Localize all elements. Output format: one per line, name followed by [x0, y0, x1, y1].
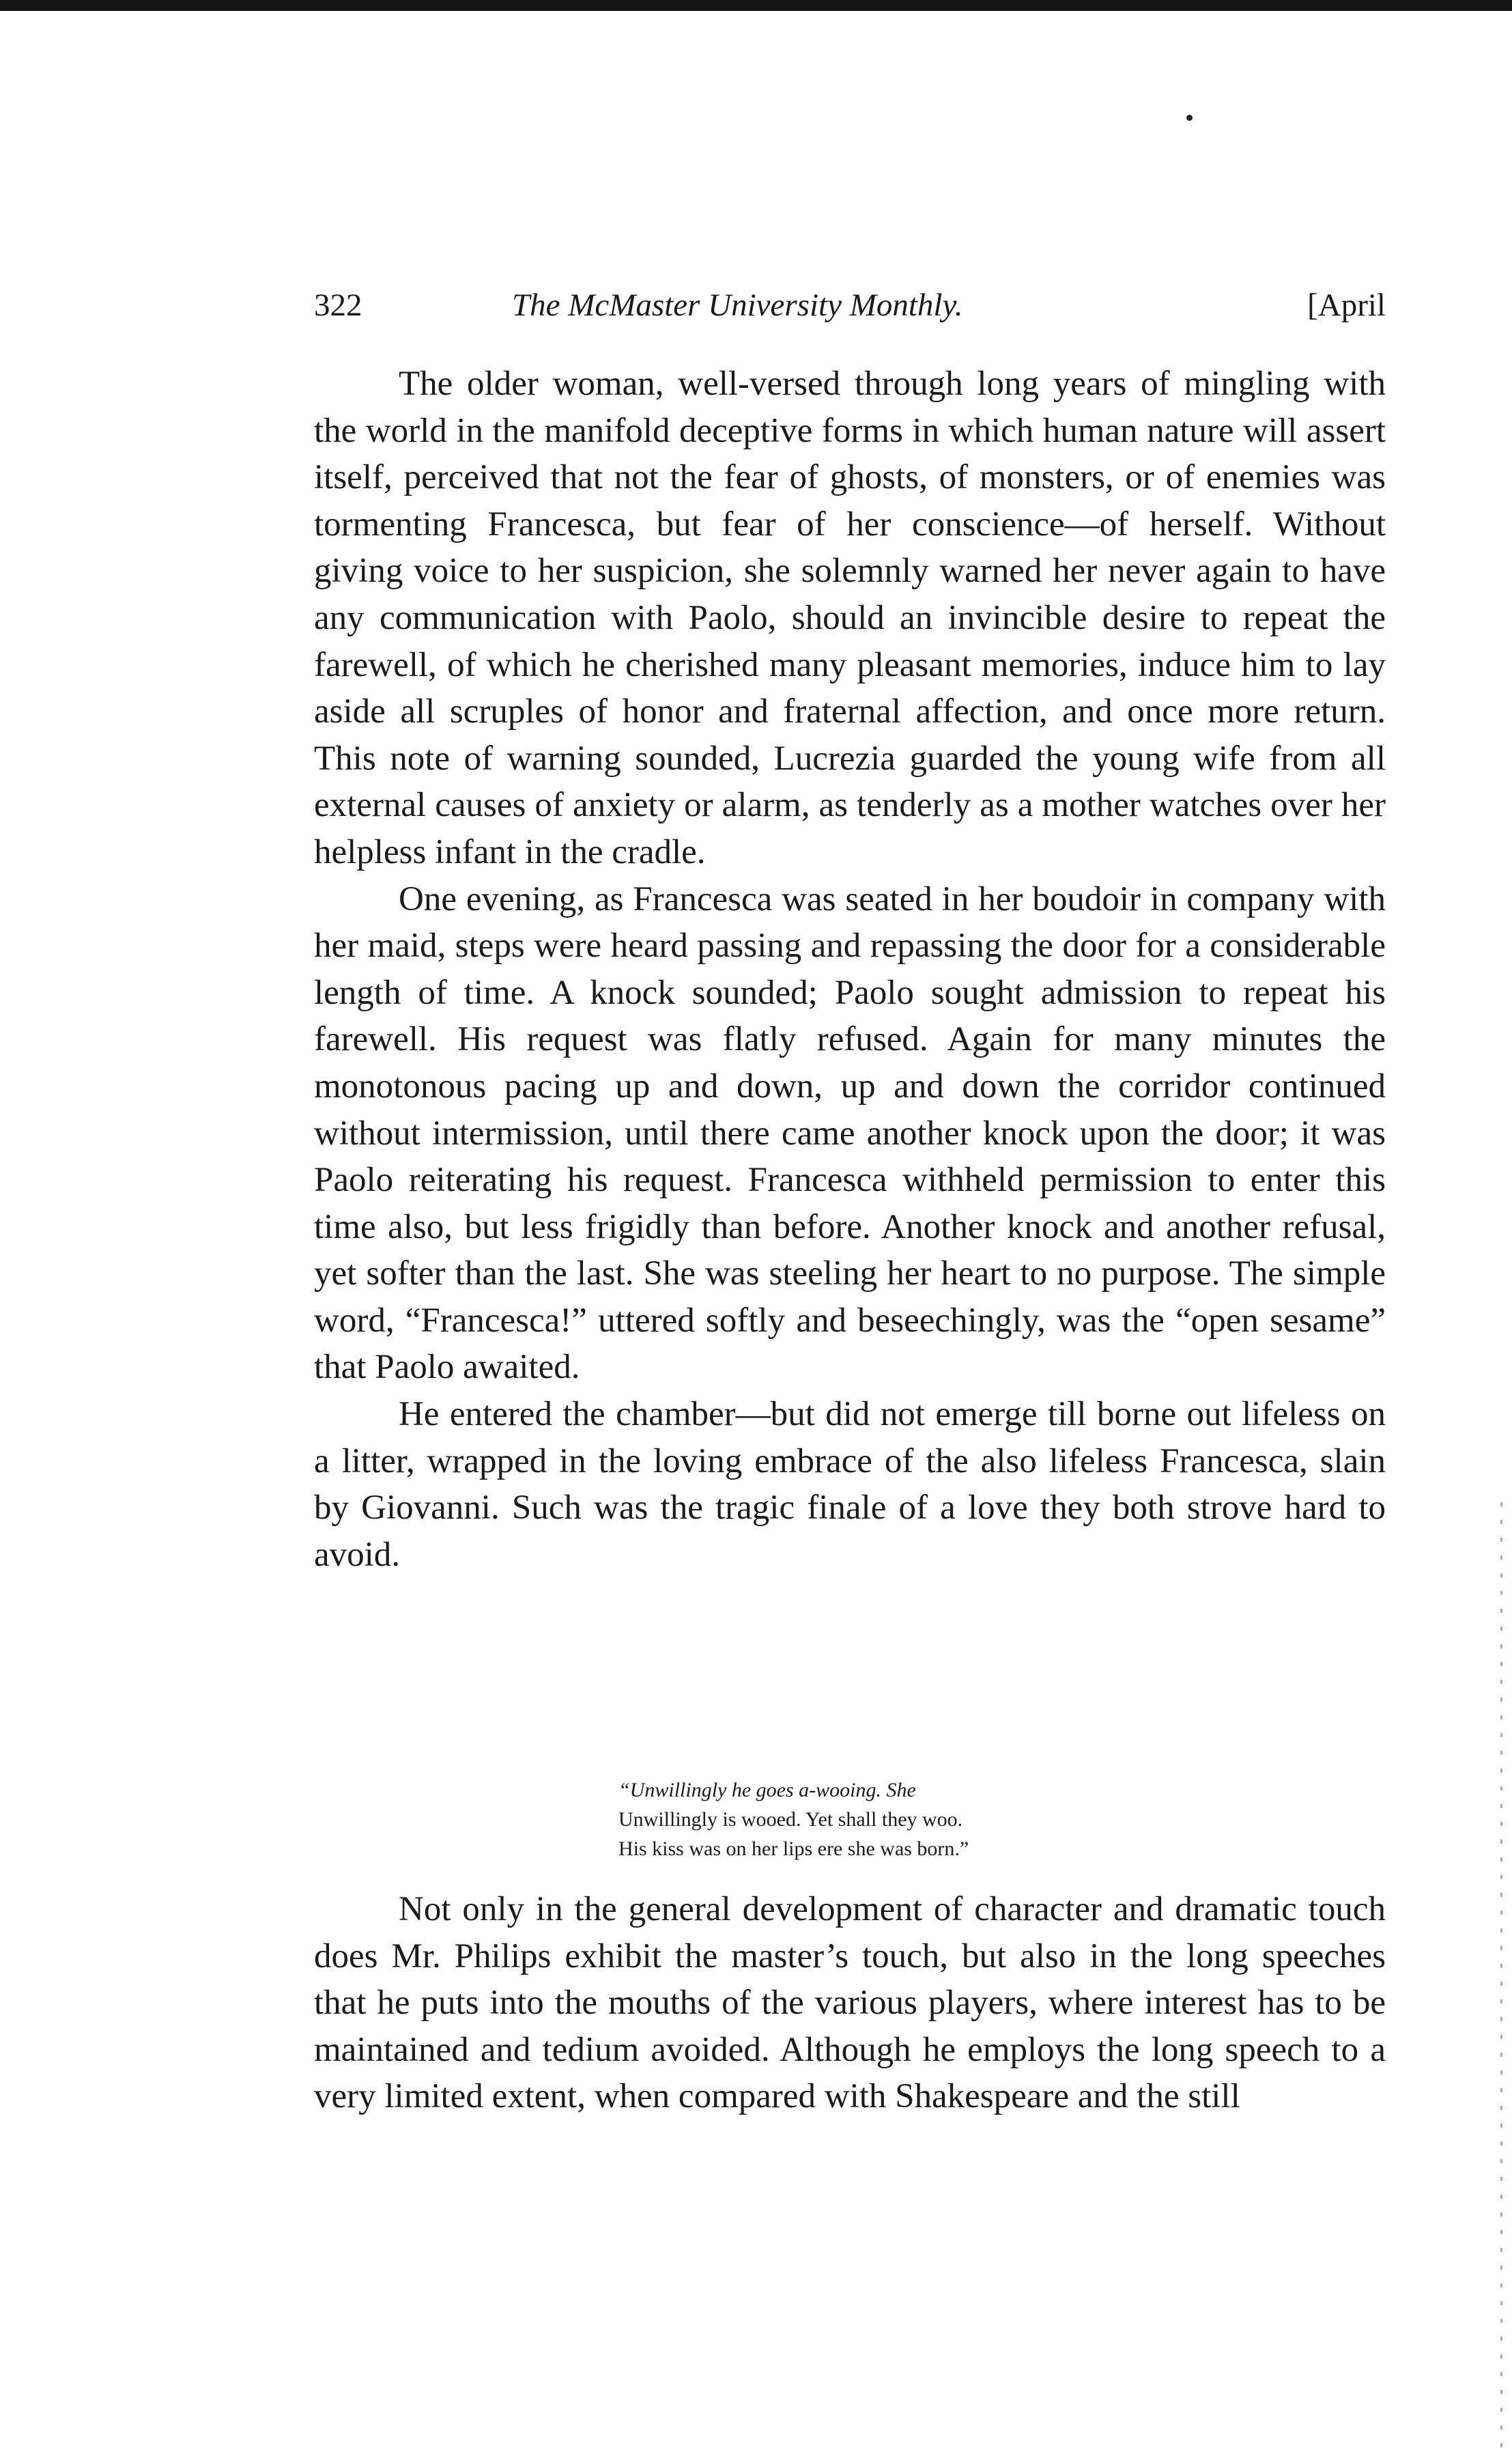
paragraph-tragic-finale: He entered the chamber—but did not emerge till borne out lifeless on a litter, wrapped in the loving embrace of the also lifeless Francesca, slain by Giovanni. Such was the tragic finale of a love they both strove hard to avoid. [314, 1395, 1386, 1574]
paragraph-lucrezia-warning: The older woman, well-versed through long years of mingling with the world in the manifold deceptive forms in which human nature will assert itself, perceived that not the fear of ghosts, of monsters, or of enemies was tormenting Francesca, but fear of her conscience—of herself. Without giving voice to her suspicion, she solemnly warned her never again to have any communication with Paolo, should an invincible desire to repeat the farewell, of which he cherished many pleasant memories, induce him to lay aside all scruples of honor and fraternal affection, and once more return. This note of warning sounded, Lucrezia guarded the young wife from all external causes of anxiety or alarm, as tenderly as a mother watches over her helpless infant in the cradle. [314, 365, 1386, 871]
running-title: The McMaster University Monthly. [512, 287, 963, 323]
running-header [314, 287, 1386, 335]
verse-line: Unwillingly is wooed. Yet shall they woo. [618, 1808, 963, 1831]
ink-speck [1186, 115, 1193, 121]
page-edge-noise [1500, 1502, 1502, 2450]
top-border-rule [0, 0, 1512, 11]
verse-quotation [618, 1775, 1233, 1863]
verse-line: “Unwillingly he goes a-wooing. She [618, 1779, 916, 1801]
paragraph-evening-visit: One evening, as Francesca was seated in her boudoir in company with her maid, steps were heard passing and repassing the door for a considerable length of time. A knock sounded; Paolo sought admission to repeat his farewell. His request was flatly refused. Again for many minutes the monotonous pacing up and down, up and down the corridor continued without intermission, until there came another knock upon the door; it was Paolo reiterating his request. Francesca withheld permission to enter this time also, but less frigidly than before. Another knock and another refusal, yet softer than the last. She was steeling her heart to no purpose. The simple word, “Francesca!” uttered softly and beseechingly, was the “open sesame” that Paolo awaited. [314, 879, 1386, 1387]
page-number: 322 [314, 287, 362, 323]
issue-month: [April [1307, 287, 1386, 323]
paragraph-long-speeches: Not only in the general development of character and dramatic touch does Mr. Philips exhibit the master’s touch, but also in the long speeches that he puts into the mouths of the various players, where interest has to be maintained and tedium avoided. Although he employs the long speech to a very limited extent, when compared with Shakespeare and the still [314, 1890, 1386, 2116]
article-body [314, 361, 1386, 1578]
verse-line: His kiss was on her lips ere she was born.” [618, 1838, 969, 1860]
article-body-continued [314, 1886, 1386, 2120]
